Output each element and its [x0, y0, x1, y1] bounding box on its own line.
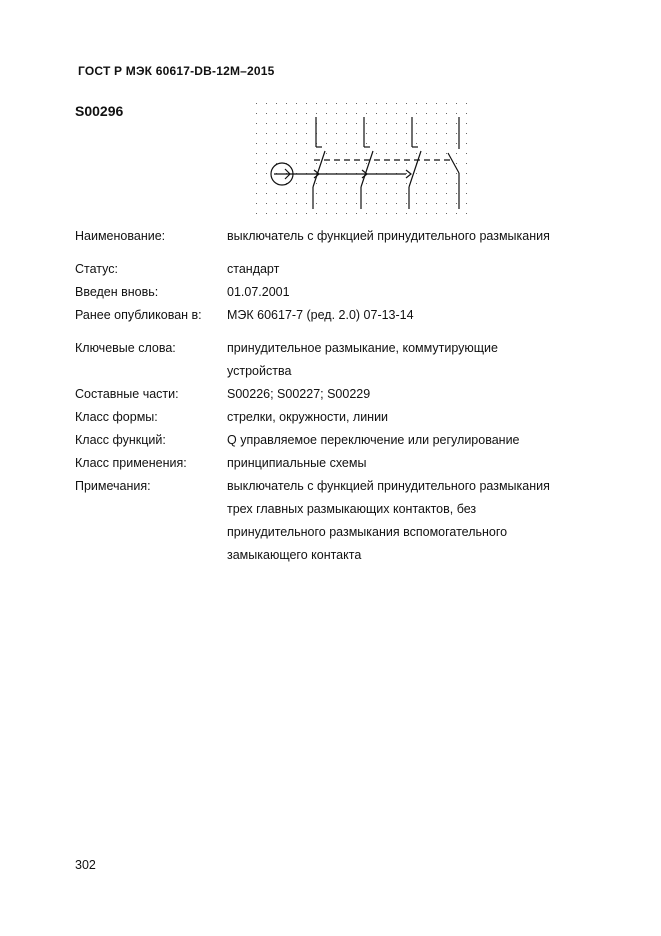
field-label: Класс функций:	[75, 433, 166, 447]
value-line: выключатель с функцией принудительного размыкания	[227, 479, 550, 493]
field-value: 01.07.2001	[227, 285, 290, 299]
field-value	[227, 337, 587, 383]
symbol-code: S00296	[75, 103, 124, 119]
field-label: Ранее опубликован в:	[75, 308, 202, 322]
field-label: Класс формы:	[75, 410, 158, 424]
value-line: замыкающего контакта	[227, 548, 362, 562]
field-value: стрелки, окружности, линии	[227, 410, 389, 424]
field-value: Q управляемое переключение или регулирование	[227, 433, 520, 447]
page-number: 302	[75, 858, 96, 872]
switch-symbol-diagram	[252, 99, 474, 223]
document-header: ГОСТ Р МЭК 60617-DB-12M–2015	[78, 64, 275, 78]
field-value: выключатель с функцией принудительного размыкания	[227, 229, 550, 243]
field-value: стандарт	[227, 262, 280, 276]
field-label: Класс применения:	[75, 456, 187, 470]
value-line: устройства	[227, 364, 292, 378]
field-label: Введен вновь:	[75, 285, 159, 299]
field-label: Примечания:	[75, 479, 151, 493]
field-label: Статус:	[75, 262, 118, 276]
value-line: принудительное размыкание, коммутирующие	[227, 341, 498, 355]
main-break-contact-1	[313, 117, 325, 209]
field-value: МЭК 60617-7 (ред. 2.0) 07-13-14	[227, 308, 414, 322]
field-label: Ключевые слова:	[75, 341, 176, 355]
field-value: S00226; S00227; S00229	[227, 387, 371, 401]
field-value	[227, 475, 587, 567]
main-break-contact-3	[409, 117, 421, 209]
positive-operation-arrow	[271, 163, 411, 185]
field-label: Наименование:	[75, 229, 166, 243]
field-value: принципиальные схемы	[227, 456, 367, 470]
value-line: принудительного размыкания вспомогательного	[227, 525, 508, 539]
value-line: трех главных размыкающих контактов, без	[227, 502, 477, 516]
field-label: Составные части:	[75, 387, 179, 401]
auxiliary-make-contact	[448, 117, 459, 209]
